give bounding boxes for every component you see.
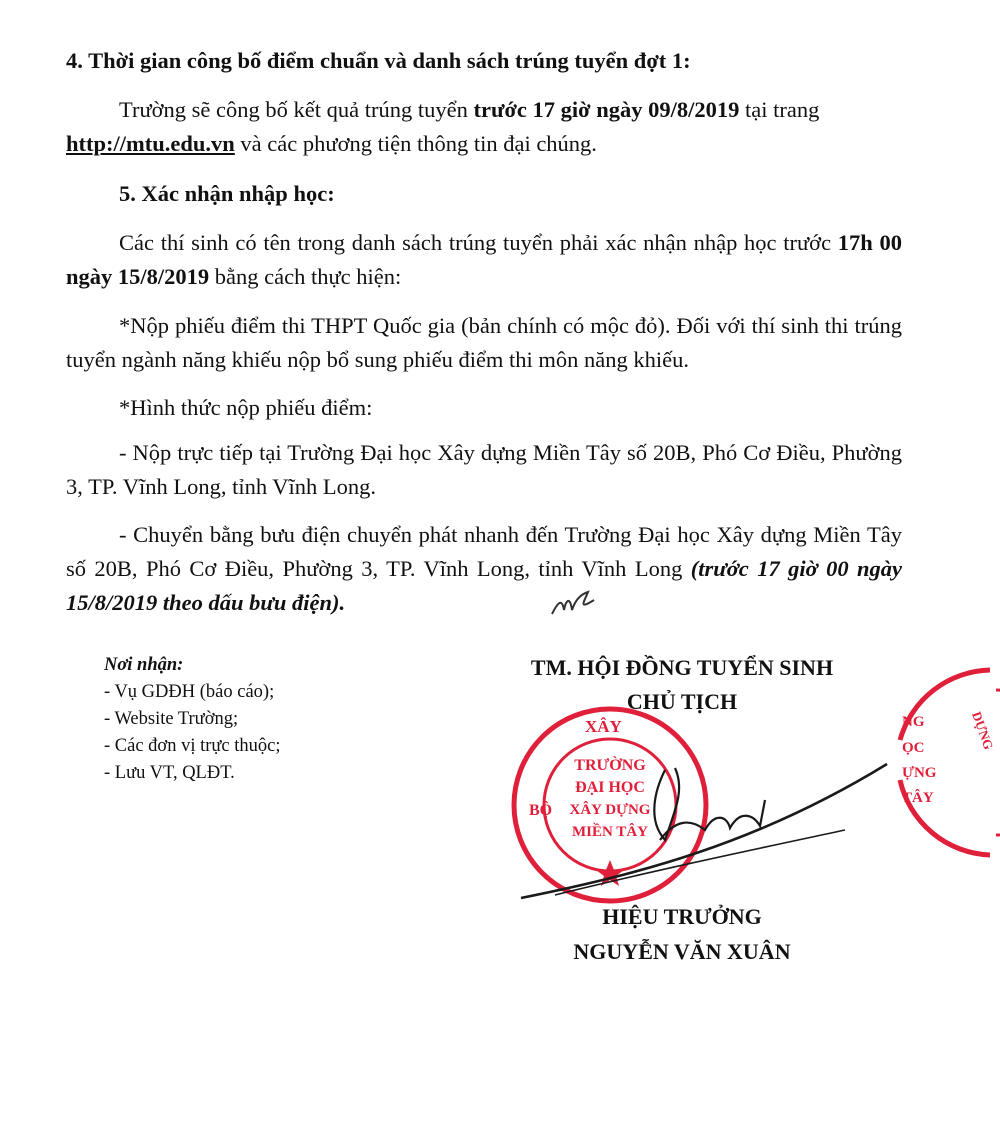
recipient-item: - Lưu VT, QLĐT.	[104, 763, 235, 783]
section-5-item-direct: - Nộp trực tiếp tại Trường Đại học Xây dựng Miền Tây số 20B, Phó Cơ Điều, Phường 3, TP. Vĩnh Long, tỉnh Vĩnh Long.	[66, 440, 902, 499]
signature-org: TM. HỘI ĐỒNG TUYỂN SINH	[530, 655, 834, 680]
section-4-heading: 4. Thời gian công bố điểm chuẩn và danh sách trúng tuyển đợt 1:	[66, 48, 691, 73]
svg-text:BỘ: BỘ	[529, 802, 553, 819]
website-link[interactable]: http://mtu.edu.vn	[66, 131, 235, 156]
svg-text:XÂY DỰNG: XÂY DỰNG	[569, 802, 651, 818]
svg-text:DỰNG: DỰNG	[969, 709, 997, 752]
svg-text:MIỀN TÂY: MIỀN TÂY	[572, 824, 648, 840]
svg-text:XÂY: XÂY	[585, 717, 622, 736]
signatory-name: NGUYỄN VĂN XUÂN	[573, 939, 791, 964]
recipient-item: - Các đơn vị trực thuộc;	[104, 736, 281, 756]
initials-mark	[548, 588, 598, 622]
recipient-item: - Website Trường;	[104, 709, 239, 729]
svg-text:TRƯỜNG: TRƯỜNG	[574, 757, 646, 774]
handwritten-signature	[515, 750, 915, 910]
svg-text:ỰNG: ỰNG	[902, 765, 937, 781]
signature-position: HIỆU TRƯỞNG	[602, 904, 762, 929]
svg-text:TÂY: TÂY	[902, 790, 934, 806]
svg-text:ỌC: ỌC	[902, 740, 925, 756]
section-5-item-method: *Hình thức nộp phiếu điểm:	[119, 395, 373, 420]
section-5-heading: 5. Xác nhận nhập học:	[119, 181, 335, 206]
recipients-block	[104, 652, 424, 787]
svg-text:NG: NG	[902, 714, 925, 730]
section-5-item-post: - Chuyển bằng bưu điện chuyển phát nhanh đến Trường Đại học Xây dựng Miền Tây số 20B, Phó Cơ Điều, Phường 3, TP. Vĩnh Long, tỉnh Vĩnh Long (trước 17 giờ 00 ngày 15/8/2019 theo dấu bưu điện).	[66, 522, 902, 615]
recipient-item: - Vụ GDĐH (báo cáo);	[104, 682, 275, 702]
section-4-paragraph: Trường sẽ công bố kết quả trúng tuyển trước 17 giờ ngày 09/8/2019 tại trang http://mtu.edu.vn và các phương tiện thông tin đại chúng.	[66, 97, 820, 156]
recipients-title: Nơi nhận:	[104, 655, 184, 675]
signature-role: CHỦ TỊCH	[626, 689, 738, 714]
section-5-intro: Các thí sinh có tên trong danh sách trúng tuyển phải xác nhận nhập học trước 17h 00 ngày 15/8/2019 bằng cách thực hiện:	[66, 230, 903, 289]
section-5-item-scoresheet: *Nộp phiếu điểm thi THPT Quốc gia (bản chính có mộc đỏ). Đối với thí sinh thi trúng tuyển ngành năng khiếu nộp bổ sung phiếu điểm thi môn năng khiếu.	[66, 313, 902, 372]
svg-text:ĐẠI HỌC: ĐẠI HỌC	[575, 779, 645, 796]
